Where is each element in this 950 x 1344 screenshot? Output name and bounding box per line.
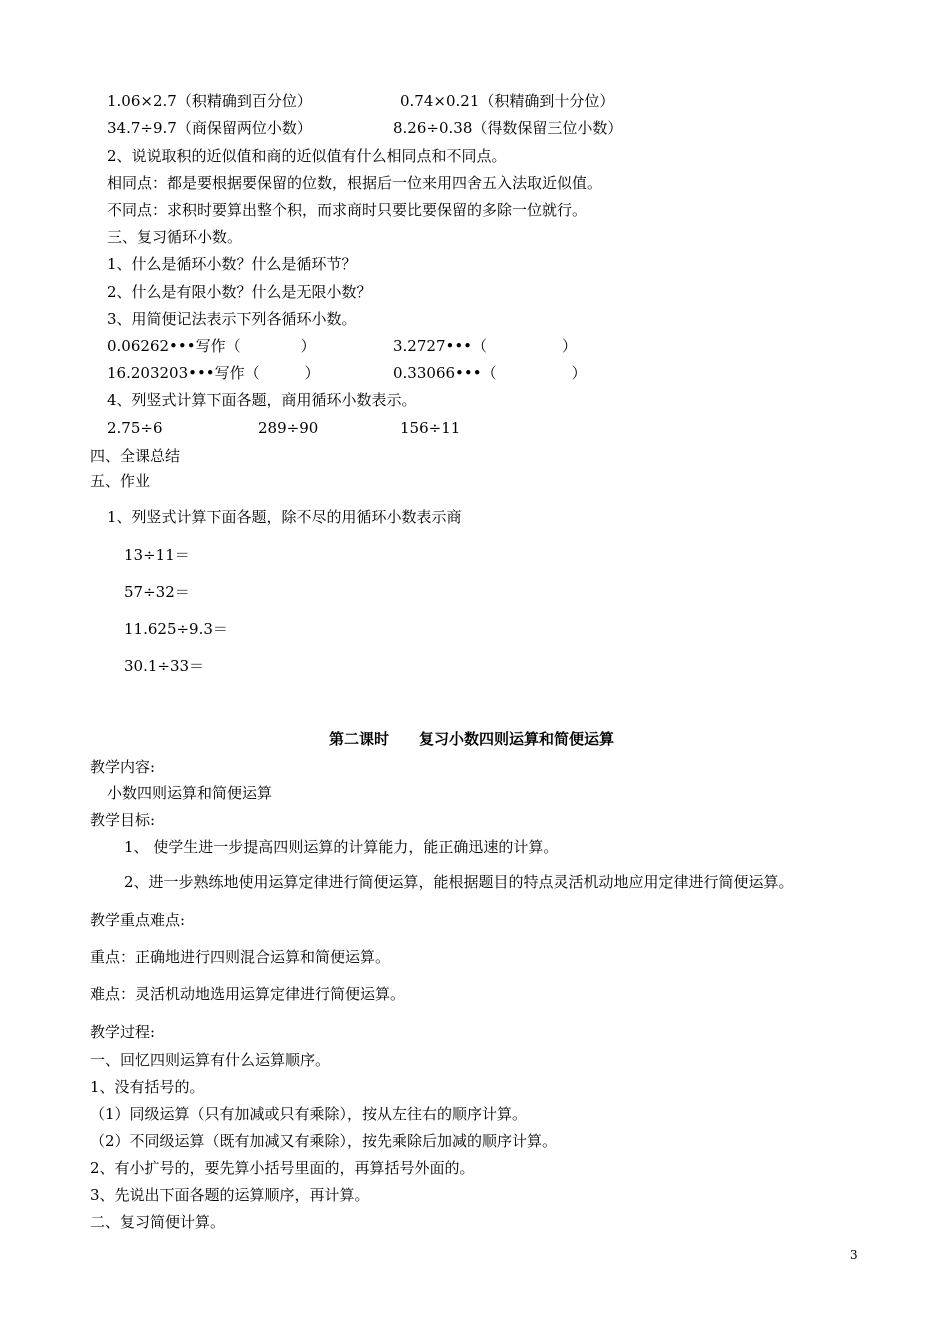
text-line: 2、有小扩号的，要先算小括号里面的，再算括号外面的。: [90, 1159, 475, 1177]
text-line: 1、什么是循环小数？什么是循环节？: [107, 255, 357, 273]
text-line: 1、没有括号的。: [90, 1078, 205, 1096]
exercise-item: 0.06262•••写作（ ）: [107, 337, 316, 355]
exercise-item: 0.33066•••（ ）: [393, 364, 587, 382]
exercise-item: 16.203203•••写作（ ）: [107, 364, 320, 382]
text-line: 2、进一步熟练地使用运算定律进行简便运算，能根据题目的特点灵活机动地应用定律进行简便运算。: [124, 873, 794, 891]
exercise-item: 3.2727•••（ ）: [393, 337, 578, 355]
text-line: 3、先说出下面各题的运算顺序，再计算。: [90, 1186, 370, 1204]
exercise-item: 11.625÷9.3＝: [124, 620, 228, 638]
exercise-item: 57÷32＝: [124, 583, 190, 601]
exercise-item: 0.74×0.21（积精确到十分位）: [400, 92, 615, 110]
text-line: 2、说说取积的近似值和商的近似值有什么相同点和不同点。: [107, 147, 507, 165]
exercise-item: 156÷11: [400, 419, 461, 437]
exercise-item: 30.1÷33＝: [124, 657, 205, 675]
section-heading: 三、复习循环小数。: [107, 228, 243, 246]
text-line: 1、列竖式计算下面各题，除不尽的用循环小数表示商: [107, 508, 462, 526]
section-heading: 四、全课总结: [90, 447, 181, 465]
text-line: 小数四则运算和简便运算: [107, 784, 273, 802]
text-line: 相同点：都是要根据要保留的位数，根据后一位来用四舍五入法取近似值。: [107, 174, 603, 192]
exercise-item: 8.26÷0.38（得数保留三位小数）: [393, 119, 623, 137]
exercise-item: 1.06×2.7（积精确到百分位）: [107, 92, 312, 110]
text-line: 不同点：求积时要算出整个积，而求商时只要比要保留的多除一位就行。: [107, 201, 588, 219]
section-heading: 教学过程:: [90, 1023, 156, 1041]
text-line: （2）不同级运算（既有加减又有乘除），按先乘除后加减的顺序计算。: [90, 1132, 558, 1150]
section-heading: 教学内容:: [90, 758, 156, 776]
text-line: 一、回忆四则运算有什么运算顺序。: [90, 1051, 331, 1069]
text-line: 2、什么是有限小数？什么是无限小数？: [107, 283, 372, 301]
text-line: 4、列竖式计算下面各题，商用循环小数表示。: [107, 391, 417, 409]
section-heading: 教学目标:: [90, 811, 156, 829]
exercise-item: 2.75÷6: [107, 419, 163, 437]
page-number: 3: [850, 1248, 858, 1262]
text-line: 难点：灵活机动地选用运算定律进行简便运算。: [90, 985, 406, 1003]
lesson-title: 第二课时 复习小数四则运算和简便运算: [329, 730, 615, 748]
exercise-item: 34.7÷9.7（商保留两位小数）: [107, 119, 312, 137]
section-heading: 教学重点难点:: [90, 911, 186, 929]
section-heading: 五、作业: [90, 472, 151, 490]
text-line: （1）同级运算（只有加减或只有乘除），按从左往右的顺序计算。: [90, 1105, 528, 1123]
text-line: 3、用简便记法表示下列各循环小数。: [107, 310, 357, 328]
exercise-item: 289÷90: [258, 419, 319, 437]
text-line: 1、 使学生进一步提高四则运算的计算能力，能正确迅速的计算。: [124, 838, 559, 856]
exercise-item: 13÷11＝: [124, 546, 190, 564]
text-line: 重点：正确地进行四则混合运算和简便运算。: [90, 948, 391, 966]
section-heading: 二、复习简便计算。: [90, 1213, 226, 1231]
